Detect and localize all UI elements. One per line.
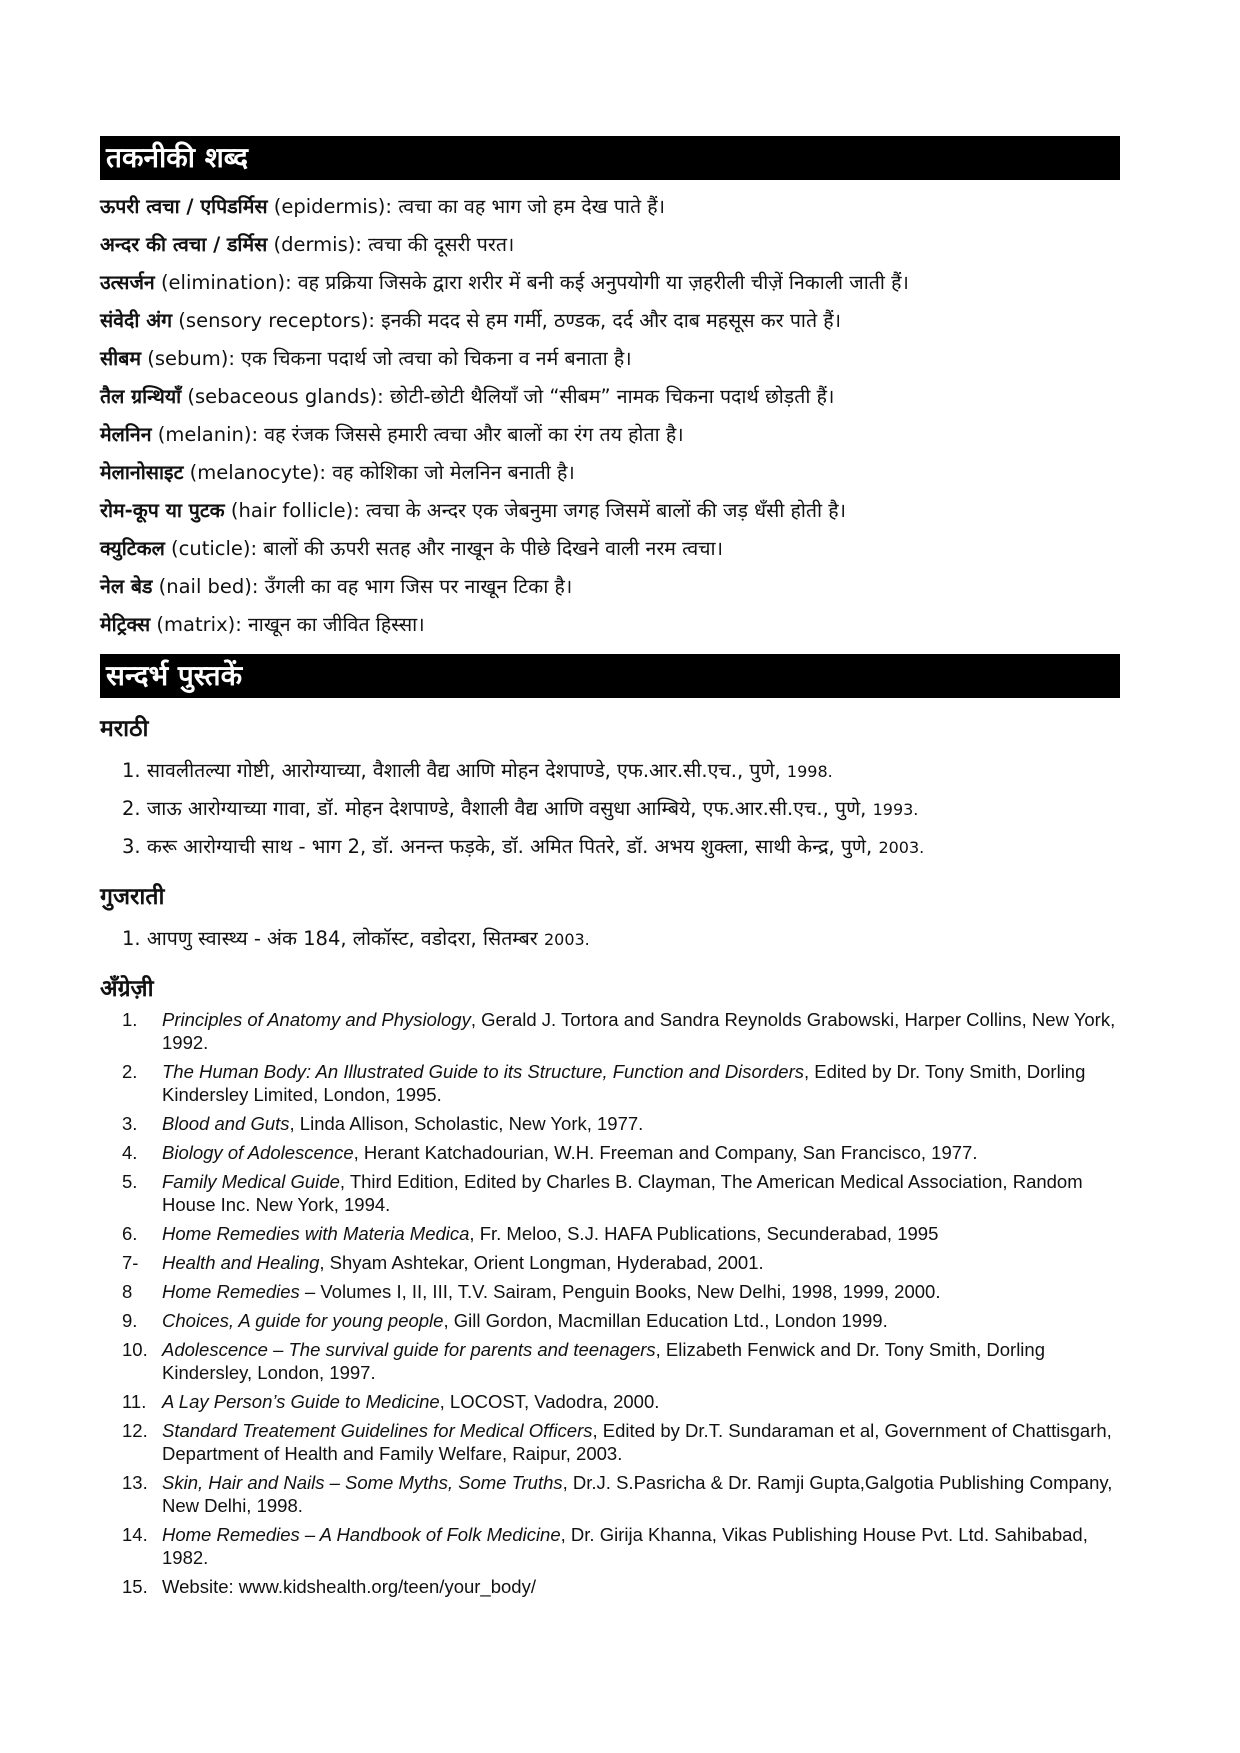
term-english: (elimination): — [154, 271, 298, 294]
term-definition: उँगली का वह भाग जिस पर नाखून टिका है। — [264, 575, 573, 598]
item-text: करू आरोग्याची साथ - भाग 2, डॉ. अनन्त फड़के, डॉ. अमित पितरे, डॉ. अभय शुक्ला, साथी केन्द्र, पुणे, — [146, 835, 879, 858]
book-details: , LOCOST, Vadodra, 2000. — [439, 1391, 660, 1412]
item-number: 4. — [122, 1142, 138, 1163]
list-item — [100, 1471, 1120, 1517]
glossary-entry — [100, 340, 1120, 378]
term-english: (sensory receptors): — [172, 309, 382, 332]
item-year: 1993. — [872, 800, 919, 819]
item-text: जाऊ आरोग्याच्या गावा, डॉ. मोहन देशपाण्डे, वैशाली वैद्य आणि वसुधा आम्बिये, एफ.आर.सी.एच., पुणे, — [146, 797, 873, 820]
book-title: Standard Treatement Guidelines for Medical Officers — [162, 1420, 593, 1441]
term-hindi: उत्सर्जन — [100, 271, 155, 294]
item-number: 13. — [122, 1472, 148, 1493]
glossary-entry — [100, 188, 1120, 226]
glossary-entry — [100, 226, 1120, 264]
list-item — [122, 828, 1120, 866]
item-year: 2003. — [543, 930, 590, 949]
item-number: 2. — [122, 797, 141, 820]
english-reference-list — [100, 1008, 1120, 1598]
glossary-entry — [100, 416, 1120, 454]
book-title: Home Remedies – A Handbook of Folk Medicine — [162, 1524, 561, 1545]
term-hindi: सीबम — [100, 347, 142, 370]
book-title: Home Remedies — [162, 1281, 300, 1302]
glossary-entry — [100, 454, 1120, 492]
term-english: (sebum): — [141, 347, 242, 370]
item-number: 1. — [122, 759, 141, 782]
book-details: – Volumes I, II, III, T.V. Sairam, Penguin Books, New Delhi, 1998, 1999, 2000. — [299, 1281, 941, 1302]
list-item — [100, 1390, 1120, 1413]
term-definition: एक चिकना पदार्थ जो त्वचा को चिकना व नर्म बनाता है। — [241, 347, 632, 370]
book-details: , Shyam Ashtekar, Orient Longman, Hyderabad, 2001. — [319, 1252, 764, 1273]
book-title: Family Medical Guide — [162, 1171, 340, 1192]
book-title: The Human Body: An Illustrated Guide to its Structure, Function and Disorders — [162, 1061, 804, 1082]
item-number: 15. — [122, 1576, 148, 1597]
list-item — [122, 920, 1120, 958]
list-item — [100, 1222, 1120, 1245]
term-hindi: रोम-कूप या पुटक — [100, 499, 225, 522]
book-title: Skin, Hair and Nails – Some Myths, Some Truths — [162, 1472, 563, 1493]
website-link[interactable]: Website: www.kidshealth.org/teen/your_body/ — [162, 1576, 536, 1597]
book-title: Choices, A guide for young people — [162, 1310, 444, 1331]
term-english: (melanocyte): — [183, 461, 333, 484]
list-item — [100, 1008, 1120, 1054]
glossary-entry — [100, 606, 1120, 644]
section-title-reference-books: सन्दर्भ पुस्तकें — [100, 654, 1120, 698]
book-details: , Edited by Dr. Tony Smith, Dorling Kindersley Limited, London, 1995. — [162, 1061, 1086, 1105]
glossary — [100, 188, 1120, 644]
term-hindi: अन्दर की त्वचा / डर्मिस — [100, 233, 268, 256]
term-hindi: मेलानोसाइट — [100, 461, 184, 484]
term-english: (dermis): — [267, 233, 369, 256]
book-title: Blood and Guts — [162, 1113, 290, 1134]
item-text: सावलीतल्या गोष्टी, आरोग्याच्या, वैशाली वैद्य आणि मोहन देशपाण्डे, एफ.आर.सी.एच., पुणे, — [146, 759, 787, 782]
term-definition: वह रंजक जिससे हमारी त्वचा और बालों का रंग तय होता है। — [264, 423, 684, 446]
item-number: 9. — [122, 1310, 138, 1331]
term-english: (cuticle): — [164, 537, 264, 560]
list-item — [100, 1141, 1120, 1164]
book-title: Home Remedies with Materia Medica — [162, 1223, 470, 1244]
language-heading-gujarati: गुजराती — [100, 884, 165, 910]
item-number: 3. — [122, 1113, 138, 1134]
term-hindi: ऊपरी त्वचा / एपिडर्मिस — [100, 195, 268, 218]
book-details: , Linda Allison, Scholastic, New York, 1977. — [289, 1113, 644, 1134]
book-details: , Gill Gordon, Macmillan Education Ltd., London 1999. — [443, 1310, 888, 1331]
book-title: Health and Healing — [162, 1252, 320, 1273]
term-english: (epidermis): — [267, 195, 399, 218]
list-item — [100, 1338, 1120, 1384]
glossary-entry — [100, 264, 1120, 302]
term-hindi: क्युटिकल — [100, 537, 165, 560]
item-number: 12. — [122, 1420, 148, 1441]
term-hindi: मेलनिन — [100, 423, 152, 446]
marathi-reference-list — [122, 752, 1120, 866]
list-item — [100, 1309, 1120, 1332]
glossary-entry — [100, 530, 1120, 568]
item-number: 11. — [122, 1391, 147, 1412]
book-title: A Lay Person’s Guide to Medicine — [162, 1391, 440, 1412]
glossary-entry — [100, 302, 1120, 340]
language-heading-marathi: मराठी — [100, 716, 149, 742]
term-english: (melanin): — [151, 423, 265, 446]
item-number: 10. — [122, 1339, 148, 1360]
document-page — [100, 136, 1120, 1604]
term-definition: त्वचा की दूसरी परत। — [368, 233, 515, 256]
item-number: 5. — [122, 1171, 138, 1192]
list-item — [100, 1112, 1120, 1135]
term-definition: त्वचा का वह भाग जो हम देख पाते हैं। — [398, 195, 666, 218]
list-item — [100, 1170, 1120, 1216]
item-text: आपणु स्वास्थ्य - अंक 184, लोकॉस्ट, वडोदरा, सितम्बर — [146, 927, 544, 950]
list-item — [100, 1523, 1120, 1569]
book-details: , Edited by Dr.T. Sundaraman et al, Government of Chattisgarh, Department of Health and Family Welfare, Raipur, 2003. — [162, 1420, 1112, 1464]
item-number: 3. — [122, 835, 141, 858]
book-details: , Third Edition, Edited by Charles B. Clayman, The American Medical Association, Random House Inc. New York, 1994. — [162, 1171, 1083, 1215]
term-definition: इनकी मदद से हम गर्मी, ठण्डक, दर्द और दाब महसूस कर पाते हैं। — [381, 309, 842, 332]
term-definition: नाखून का जीवित हिस्सा। — [247, 613, 425, 636]
book-title: Adolescence – The survival guide for parents and teenagers — [162, 1339, 656, 1360]
book-details: , Elizabeth Fenwick and Dr. Tony Smith, Dorling Kindersley, London, 1997. — [162, 1339, 1045, 1383]
glossary-entry — [100, 378, 1120, 416]
list-item — [100, 1251, 1120, 1274]
book-details: , Fr. Meloo, S.J. HAFA Publications, Secunderabad, 1995 — [469, 1223, 939, 1244]
term-definition: छोटी-छोटी थैलियाँ जो “सीबम” नामक चिकना पदार्थ छोड़ती हैं। — [389, 385, 835, 408]
book-details: , Dr. Girija Khanna, Vikas Publishing House Pvt. Ltd. Sahibabad, 1982. — [162, 1524, 1088, 1568]
item-number: 8 — [122, 1281, 133, 1302]
language-heading-english: अँग्रेज़ी — [100, 976, 154, 1002]
book-title: Biology of Adolescence — [162, 1142, 354, 1163]
book-details: , Herant Katchadourian, W.H. Freeman and Company, San Francisco, 1977. — [353, 1142, 978, 1163]
term-english: (hair follicle): — [224, 499, 366, 522]
book-details: , Dr.J. S.Pasricha & Dr. Ramji Gupta,Galgotia Publishing Company, New Delhi, 1998. — [162, 1472, 1113, 1516]
item-year: 1998. — [786, 762, 833, 781]
term-english: (sebaceous glands): — [181, 385, 390, 408]
term-definition: वह प्रक्रिया जिसके द्वारा शरीर में बनी कई अनुपयोगी या ज़हरीली चीज़ें निकाली जाती हैं। — [297, 271, 909, 294]
list-item — [100, 1419, 1120, 1465]
item-year: 2003. — [878, 838, 925, 857]
term-definition: बालों की ऊपरी सतह और नाखून के पीछे दिखने वाली नरम त्वचा। — [263, 537, 724, 560]
list-item — [100, 1575, 1120, 1598]
list-item — [100, 1280, 1120, 1303]
glossary-entry — [100, 492, 1120, 530]
book-title: Principles of Anatomy and Physiology — [162, 1009, 471, 1030]
item-number: 2. — [122, 1061, 138, 1082]
section-title-technical-terms: तकनीकी शब्द — [100, 136, 1120, 180]
item-number: 14. — [122, 1524, 148, 1545]
list-item — [122, 752, 1120, 790]
term-english: (nail bed): — [152, 575, 265, 598]
item-number: 1. — [122, 927, 141, 950]
term-hindi: मेट्रिक्स — [100, 613, 151, 636]
term-definition: वह कोशिका जो मेलनिन बनाती है। — [332, 461, 575, 484]
list-item — [122, 790, 1120, 828]
term-english: (matrix): — [150, 613, 248, 636]
list-item — [100, 1060, 1120, 1106]
item-number: 1. — [122, 1009, 138, 1030]
term-hindi: नेल बेड — [100, 575, 153, 598]
book-details: , Gerald J. Tortora and Sandra Reynolds Grabowski, Harper Collins, New York, 1992. — [162, 1009, 1116, 1053]
term-hindi: तैल ग्रन्थियाँ — [100, 385, 182, 408]
item-number: 7- — [122, 1252, 139, 1273]
term-definition: त्वचा के अन्दर एक जेबनुमा जगह जिसमें बालों की जड़ धँसी होती है। — [365, 499, 847, 522]
term-hindi: संवेदी अंग — [100, 309, 173, 332]
glossary-entry — [100, 568, 1120, 606]
item-number: 6. — [122, 1223, 138, 1244]
gujarati-reference-list — [122, 920, 1120, 958]
